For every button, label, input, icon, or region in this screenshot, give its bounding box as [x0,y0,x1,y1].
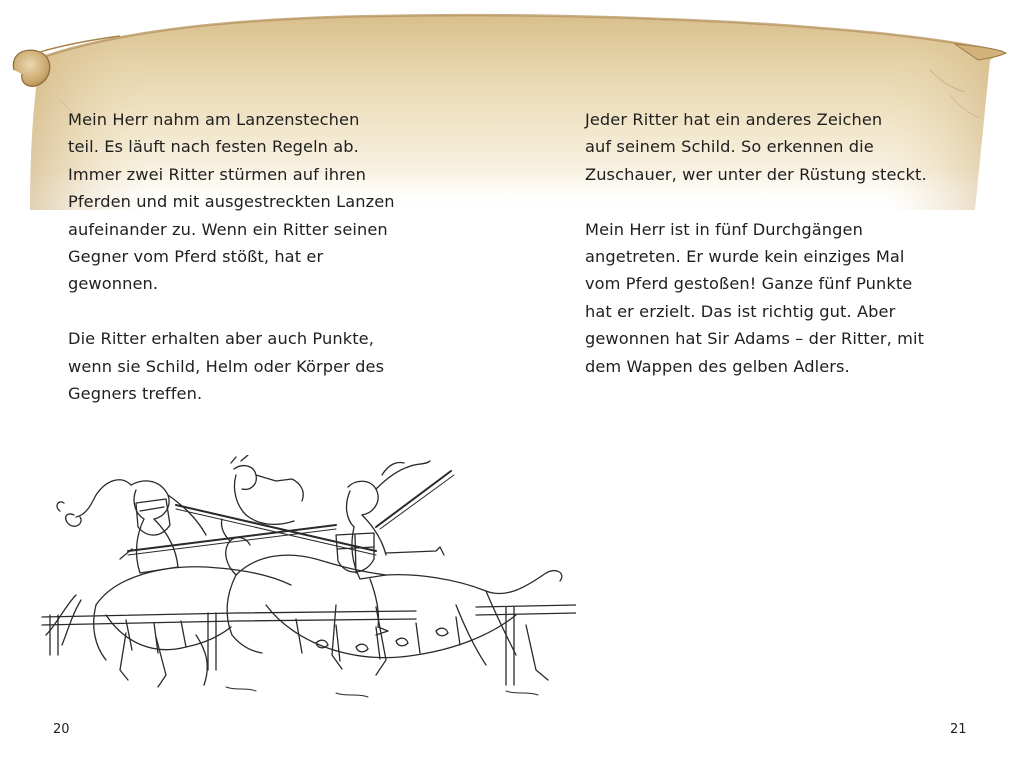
left-paragraph-2 [68,325,428,407]
text-line: Zuschauer, wer unter der Rüstung steckt. [585,164,927,184]
text-line: gewonnen hat Sir Adams – der Ritter, mit [585,329,925,349]
right-paragraph-2 [585,216,945,380]
text-line: Jeder Ritter hat ein anderes Zeichen [585,110,883,129]
page-number-left: 20 [53,722,70,737]
text-line: angetreten. Er wurde kein einziges Mal [585,247,905,267]
right-paragraph-1 [585,106,945,188]
text-line: wenn sie Schild, Helm oder Körper des [68,356,385,376]
text-line: Die Ritter erhalten aber auch Punkte, [68,329,374,349]
text-line: vom Pferd gestoßen! Ganze fünf Punkte [585,274,913,294]
page-number-right: 21 [950,722,967,737]
jousting-knights-illustration [36,455,576,720]
text-line: hat er erzielt. Das ist richtig gut. Aber [585,301,896,321]
text-line: Gegners treffen. [68,384,203,404]
left-page-text [68,106,428,435]
right-page-text [585,106,945,407]
text-line: Pferden und mit ausgestreckten Lanzen [68,192,395,212]
left-knight [57,480,336,573]
text-line: dem Wappen des gelben Adlers. [585,356,850,376]
left-horse [46,567,291,687]
text-line: Gegner vom Pferd stößt, hat er [68,247,324,267]
text-line: aufeinander zu. Wenn ein Ritter seinen [68,219,388,239]
text-line: Immer zwei Ritter stürmen auf ihren [68,164,366,184]
text-line: Mein Herr nahm am Lanzenstechen [68,110,360,129]
text-line: gewonnen. [68,274,159,294]
left-paragraph-1 [68,106,428,298]
right-knight [176,461,454,635]
text-line: teil. Es läuft nach festen Regeln ab. [68,137,359,157]
text-line: Mein Herr ist in fünf Durchgängen [585,219,863,239]
distant-knight [231,455,303,524]
text-line: auf seinem Schild. So erkennen die [585,137,874,157]
ground-scribbles [226,687,538,697]
right-horse [221,519,561,680]
